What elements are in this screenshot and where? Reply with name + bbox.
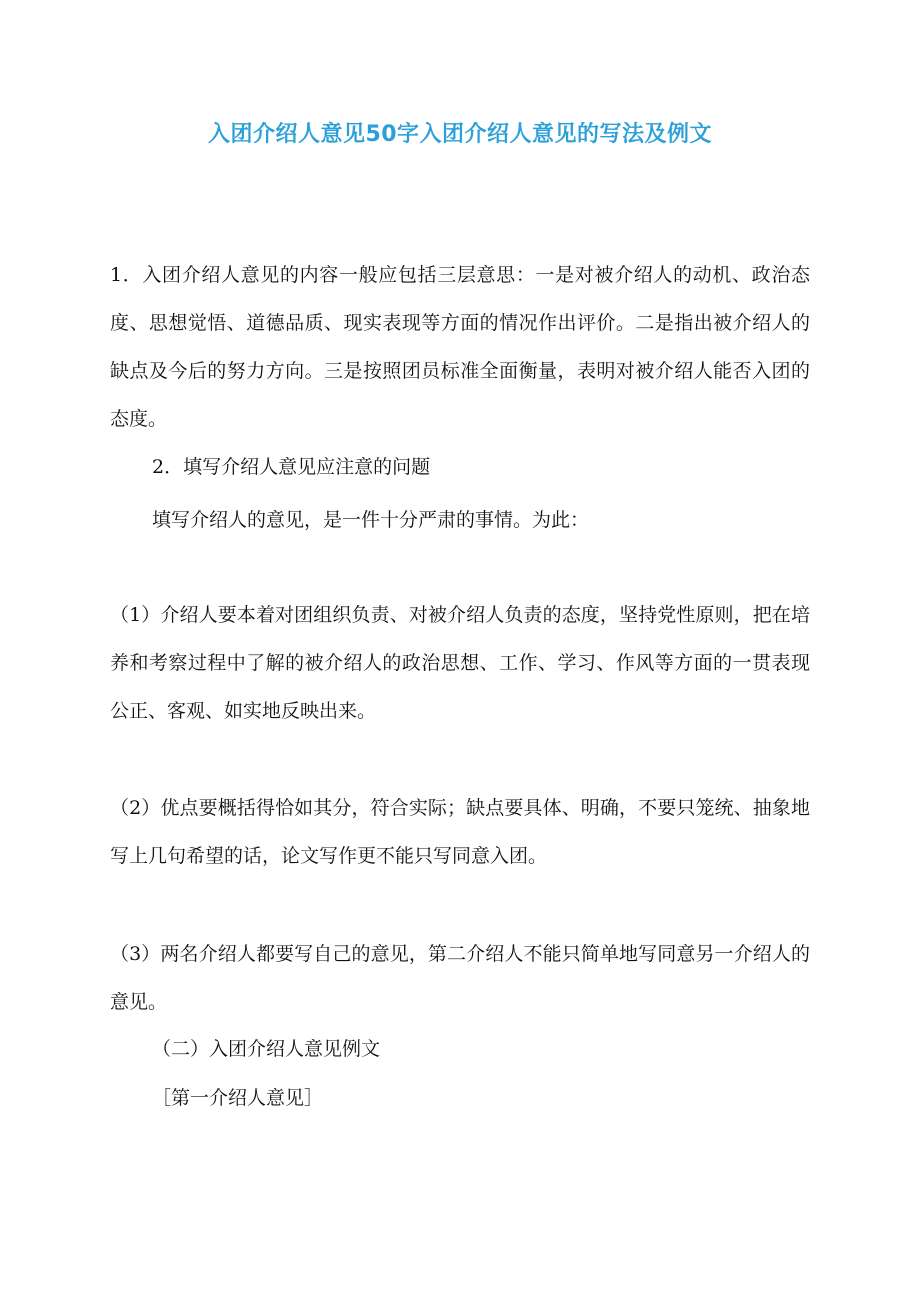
paragraph-notes-heading: 2．填写介绍人意见应注意的问题 (152, 456, 431, 478)
subheading-first-introducer: ［第一介绍人意见］ (152, 1087, 324, 1109)
document-title: 入团介绍人意见50字入团介绍人意见的写法及例文 (207, 122, 713, 147)
section-heading-examples: （二）入团介绍人意见例文 (152, 1038, 381, 1060)
paragraph-intro: 填写介绍人的意见，是一件十分严肃的事情。为此： (152, 509, 590, 531)
paragraph-point-2: （2）优点要概括得恰如其分，符合实际；缺点要具体、明确，不要只笼统、抽象地写上几句希望的话，论文写作更不能只写同意入团。 (110, 797, 810, 867)
paragraph-point-3: （3）两名介绍人都要写自己的意见，第二介绍人不能只简单地写同意另一介绍人的意见。 (110, 943, 810, 1013)
paragraph-point-1: （1）介绍人要本着对团组织负责、对被介绍人负责的态度，坚持党性原则，把在培养和考察过程中了解的被介绍人的政治思想、工作、学习、作风等方面的一贯表现公正、客观、如实地反映出来。 (110, 604, 810, 722)
paragraph-content-requirements: 1．入团介绍人意见的内容一般应包括三层意思：一是对被介绍人的动机、政治态度、思想觉悟、道德品质、现实表现等方面的情况作出评价。二是指出被介绍人的缺点及今后的努力方向。三是按照团员标准全面衡量，表明对被介绍人能否入团的态度。 (110, 264, 810, 430)
